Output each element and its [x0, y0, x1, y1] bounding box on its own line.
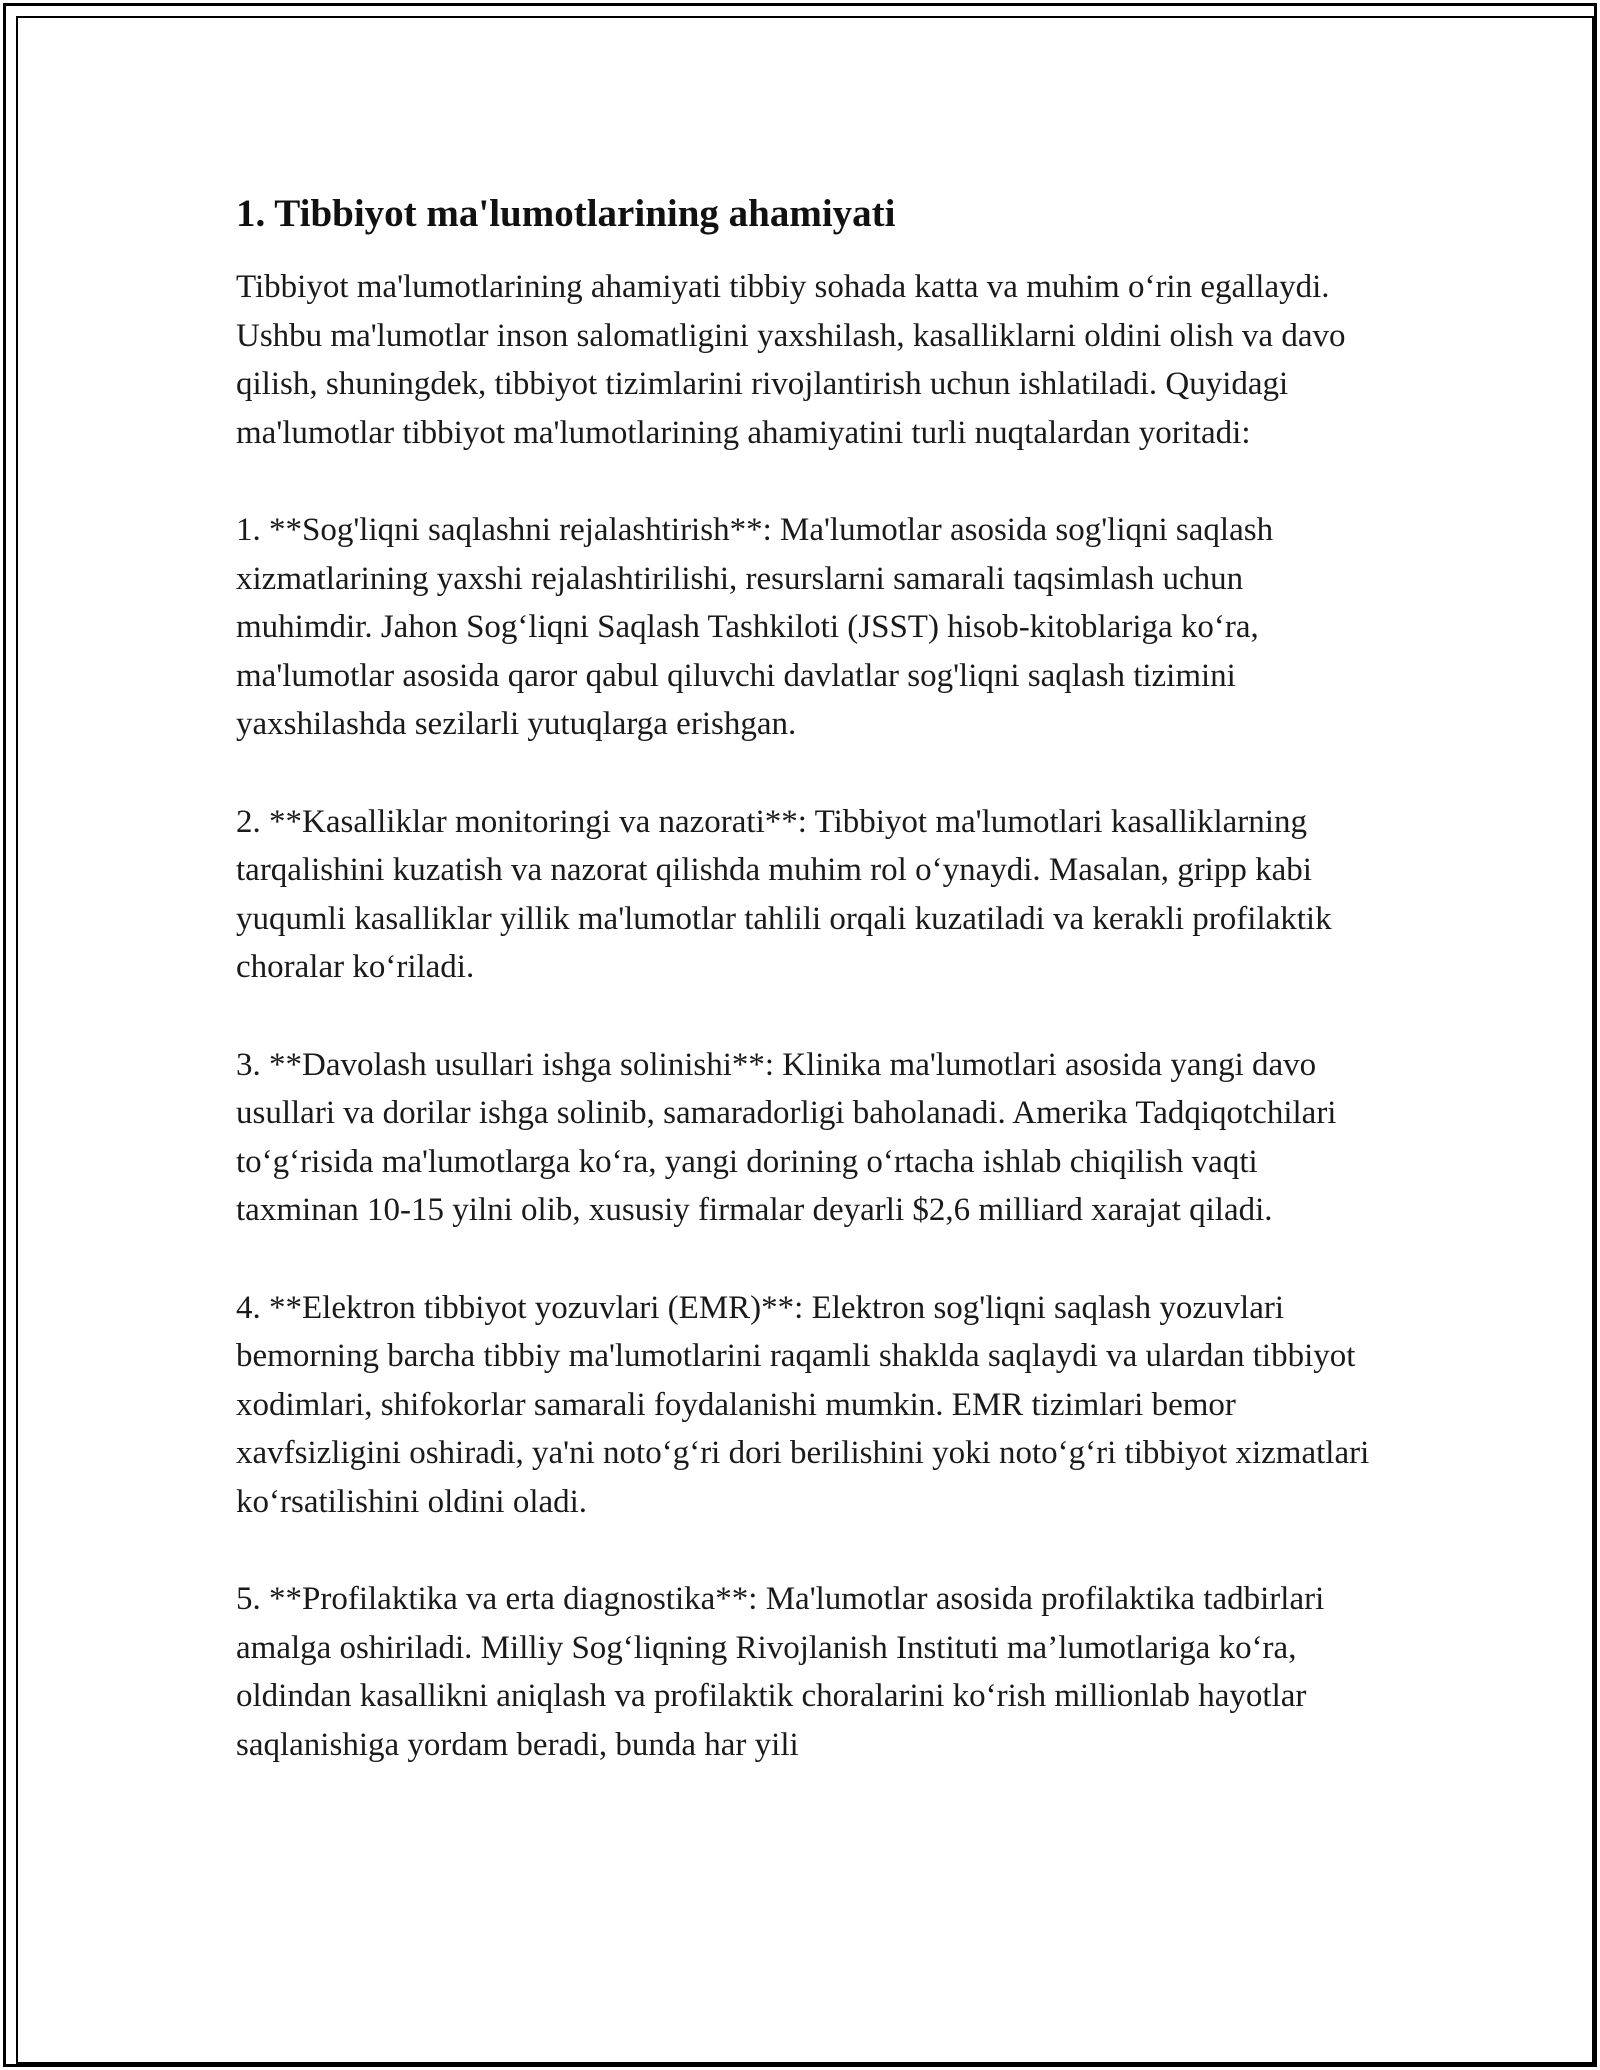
intro-paragraph: Tibbiyot ma'lumotlarining ahamiyati tibbiy sohada katta va muhim o‘rin egallaydi. Ushbu ma'lumotlar inson salomatligini yaxshilash, kasalliklarni oldini olish va davo qilish, shuningdek, tibbiyot tizimlarini rivojlantirish uchun ishlatiladi. Quyidagi ma'lumotlar tibbiyot ma'lumotlarining ahamiyatini turli nuqtalardan yoritadi:: [236, 269, 1346, 451]
list-item-emr: 4. **Elektron tibbiyot yozuvlari (EMR)**: Elektron sog'liqni saqlash yozuvlari bemorning barcha tibbiy ma'lumotlarini raqamli shaklda saqlaydi va ulardan tibbiyot xodimlari, shifokorlar samarali foydalanishi mumkin. EMR tizimlari bemor xavfsizligini oshiradi, ya'ni noto‘g‘ri dori berilishini yoki noto‘g‘ri tibbiyot xizmatlari ko‘rsatilishini oldini oladi.: [236, 1289, 1370, 1520]
section-heading: 1. Tibbiyot ma'lumotlarining ahamiyati: [236, 192, 896, 235]
list-item-treatment: 3. **Davolash usullari ishga solinishi**: Klinika ma'lumotlari asosida yangi davo usullari va dorilar ishga solinib, samaradorligi baholanadi. Amerika Tadqiqotchilari to‘g‘risida ma'lumotlarga ko‘ra, yangi dorining o‘rtacha ishlab chiqilish vaqti taxminan 10-15 yilni olib, xususiy firmalar deyarli $2,6 milliard xarajat qiladi.: [236, 1046, 1337, 1228]
list-item-monitoring: 2. **Kasalliklar monitoringi va nazorati**: Tibbiyot ma'lumotlari kasalliklarning tarqalishini kuzatish va nazorat qilishda muhim rol o‘ynaydi. Masalan, gripp kabi yuqumli kasalliklar yillik ma'lumotlar tahlili orqali kuzatiladi va kerakli profilaktik choralar ko‘riladi.: [236, 803, 1332, 985]
document-body: [236, 185, 1386, 1818]
list-item-planning: 1. **Sog'liqni saqlashni rejalashtirish**: Ma'lumotlar asosida sog'liqni saqlash xizmatlarining yaxshi rejalashtirilishi, resurslarni samarali taqsimlash uchun muhimdir. Jahon Sog‘liqni Saqlash Tashkiloti (JSST) hisob-kitoblariga ko‘ra, ma'lumotlar asosida qaror qabul qiluvchi davlatlar sog'liqni saqlash tizimini yaxshilashda sezilarli yutuqlarga erishgan.: [236, 512, 1274, 742]
list-item-prevention: 5. **Profilaktika va erta diagnostika**: Ma'lumotlar asosida profilaktika tadbirlari amalga oshiriladi. Milliy Sog‘liqning Rivojlanish Instituti ma’lumotlariga ko‘ra, oldindan kasallikni aniqlash va profilaktik choralarini ko‘rish millionlab hayotlar saqlanishiga yordam beradi, bunda har yili: [236, 1581, 1325, 1763]
